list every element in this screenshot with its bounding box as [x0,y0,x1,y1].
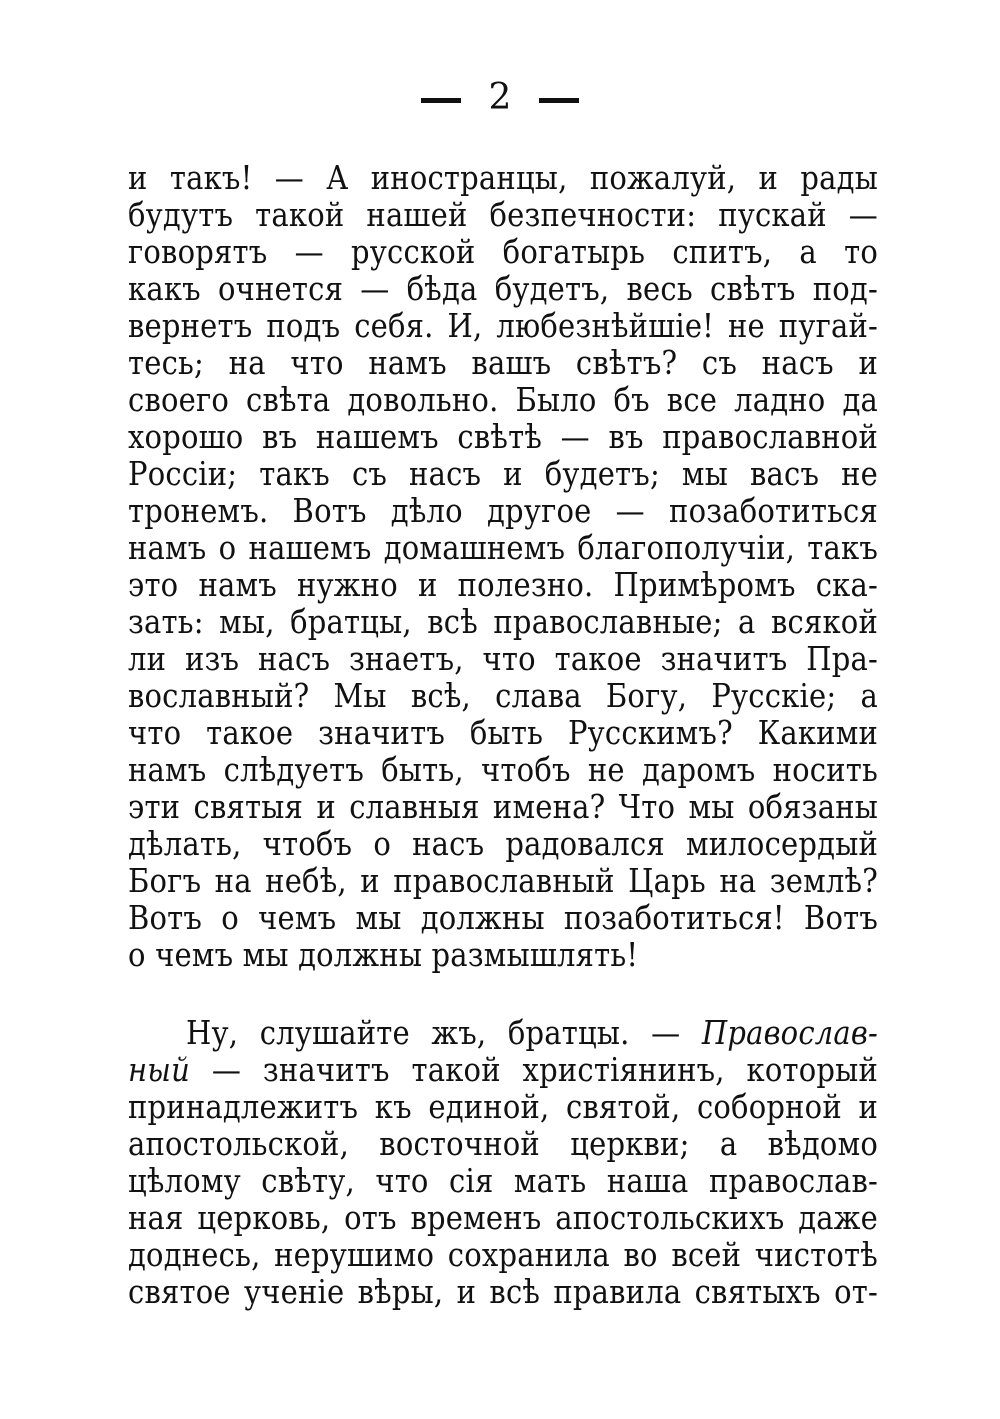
paragraph-1 [128,160,878,974]
page-number-header [0,78,1000,118]
text-line: намъ о нашемъ домашнемъ благополучіи, такъ [128,528,878,567]
text-line: апостольской, восточной церкви; а вѣдомо [128,1124,878,1163]
text-italic: Православ- [701,1013,878,1052]
text-line: тронемъ. Вотъ дѣло другое — позаботиться [128,491,878,530]
text-line: Россіи; такъ съ насъ и будетъ; мы васъ не [128,454,878,493]
text-line [128,1050,878,1091]
text-line: Богъ на небѣ, и православный Царь на землѣ? [128,861,878,900]
text-line: святое ученіе вѣры, и всѣ правила святыхъ от- [128,1272,878,1311]
text-line: вернетъ подъ себя. И, любезнѣйшіе! не пугай- [128,306,878,345]
text-line: какъ очнется — бѣда будетъ, весь свѣтъ под- [128,269,878,308]
text-line: Вотъ о чемъ мы должны позаботиться! Вотъ [128,898,878,937]
page-number: 2 [488,77,512,118]
text-line: о чемъ мы должны размышлять! [128,935,639,974]
text-line: говорятъ — русской богатырь спитъ, а то [128,232,878,271]
text-line: дѣлать, чтобъ о насъ радовался милосердый [128,824,878,863]
text-line: это намъ нужно и полезно. Примѣромъ ска- [128,565,878,604]
text-line: принадлежитъ къ единой, святой, соборной и [128,1087,878,1126]
text-line: цѣлому свѣту, что сія мать наша православ- [128,1161,878,1200]
text-plain: — значитъ такой христіянинъ, который [211,1050,878,1089]
paragraph-2 [128,1015,878,1311]
text-italic: ный [128,1050,190,1089]
text-line: ная церковь, отъ временъ апостольскихъ даже [128,1198,878,1237]
page-number-dash-left [421,98,461,103]
text-line [128,1013,878,1054]
text-line: своего свѣта довольно. Было бъ все ладно да [128,380,878,419]
text-line: зать: мы, братцы, всѣ православные; а всякой [128,602,878,641]
text-line: что такое значитъ быть Русскимъ? Какими [128,713,878,752]
text-line: эти святыя и славныя имена? Что мы обязаны [128,787,878,826]
text-line: и такъ! — А иностранцы, пожалуй, и рады [128,158,878,197]
text-line: намъ слѣдуетъ быть, чтобъ не даромъ носить [128,750,878,789]
text-line: будутъ такой нашей безпечности: пускай — [128,195,878,234]
text-line: хорошо въ нашемъ свѣтѣ — въ православной [128,417,878,456]
text-line: ли изъ насъ знаетъ, что такое значитъ Пра- [128,639,878,678]
text-line: вославный? Мы всѣ, слава Богу, Русскіе; а [128,676,878,715]
page-number-dash-right [539,98,579,103]
text-line: тесь; на что намъ вашъ свѣтъ? съ насъ и [128,343,878,382]
text-line: доднесь, нерушимо сохранила во всей чистотѣ [128,1235,878,1274]
text-plain: Ну, слушайте жъ, братцы. — [186,1013,681,1052]
